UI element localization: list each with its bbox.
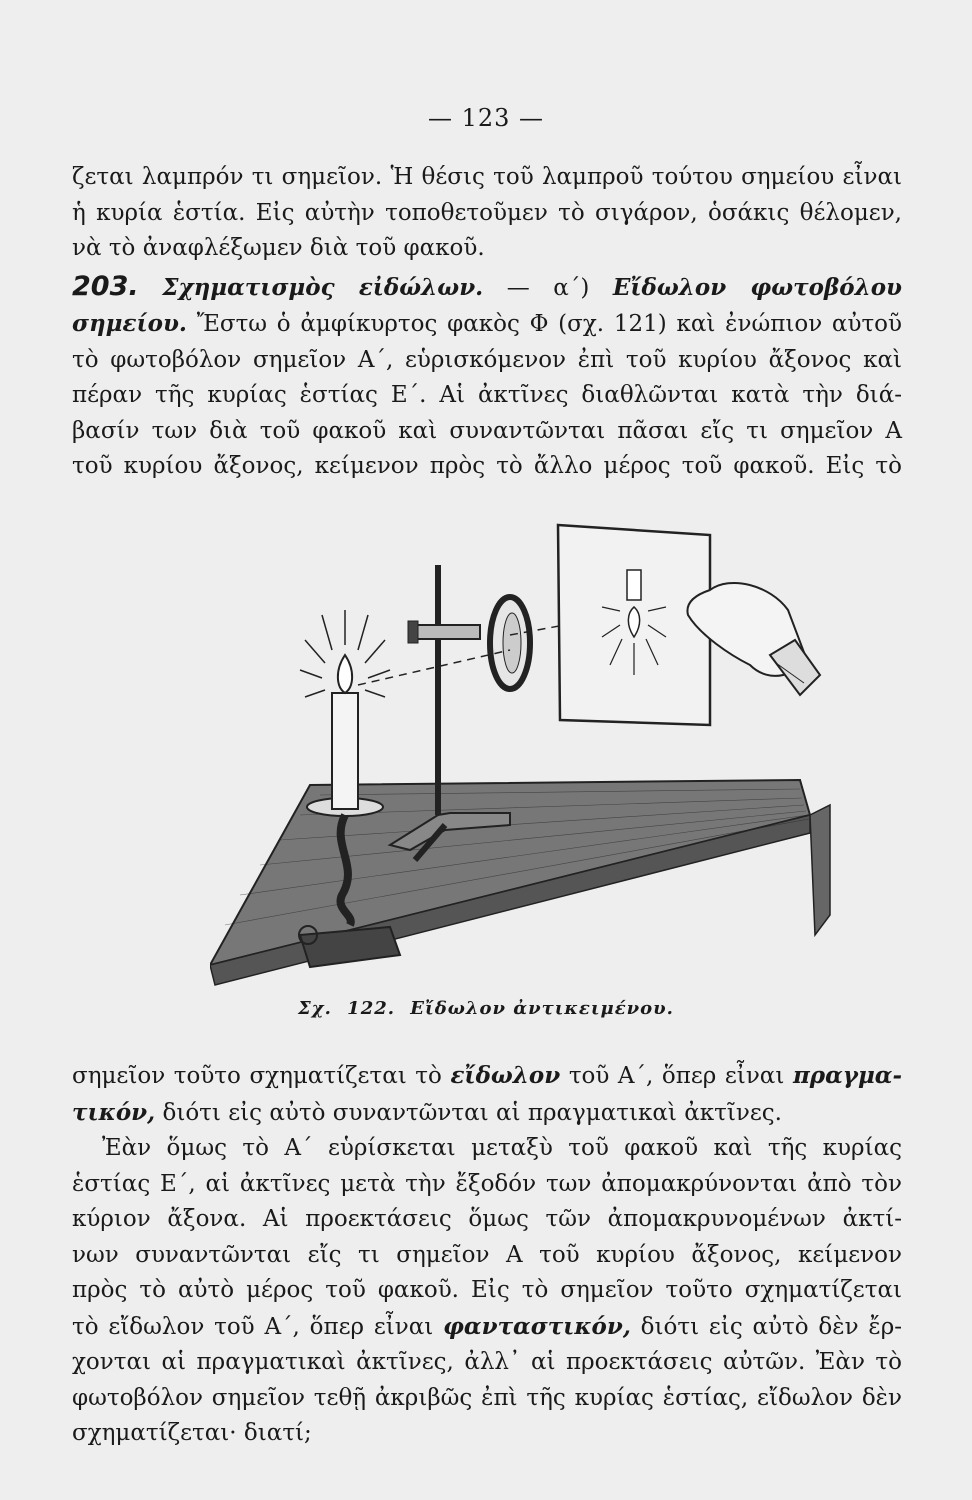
lens-image-illustration (210, 515, 900, 995)
caption-number: 122. (347, 998, 396, 1019)
emphasis: τικόν, (72, 1098, 156, 1126)
section-number: 203. (72, 270, 139, 302)
top-paragraph (72, 160, 902, 485)
text-line: πέραν τῆς κυρίας ἑστίας Ε΄. Αἱ ἀκτῖνες διαθλῶνται κατὰ τὴν διά- (72, 382, 902, 408)
text-line (72, 1058, 902, 1095)
bottom-paragraph (72, 1058, 902, 1452)
text-line (72, 1095, 902, 1132)
text-span: τὸ εἴδωλον τοῦ Α΄, ὅπερ εἶναι (72, 1313, 434, 1340)
text-line: νὰ τὸ ἀναφλέξωμεν διὰ τοῦ φακοῦ. (72, 235, 485, 261)
text-line: ἑστίας Ε΄, αἱ ἀκτῖνες μετὰ τὴν ἔξοδόν των ἀπομακρύνονται ἀπὸ τὸν (72, 1170, 902, 1197)
text-line: κύριον ἄξονα. Αἱ προεκτάσεις ὅμως τῶν ἀπομακρυνομένων ἀκτί- (72, 1206, 902, 1232)
figure-caption (0, 998, 972, 1019)
text-span: διότι εἰς αὐτὸ συναντῶνται αἱ πραγματικαὶ ἀκτῖνες. (162, 1099, 782, 1126)
text-line: τοῦ κυρίου ἄξονος, κείμενον πρὸς τὸ ἄλλο μέρος τοῦ φακοῦ. Εἰς τὸ (72, 453, 902, 479)
emphasis: πραγμα- (792, 1062, 903, 1089)
caption-text: Εἴδωλον ἀντικειμένου. (410, 998, 674, 1019)
text-line: πρὸς τὸ αὐτὸ μέρος τοῦ φακοῦ. Εἰς τὸ σημεῖον τοῦτο σχηματίζεται (72, 1277, 902, 1303)
text-span: Ἔστω ὁ ἀμφίκυρτος φακὸς Φ (σχ. 121) καὶ ἐνώπιον αὐτοῦ (196, 311, 902, 337)
text-line (72, 306, 902, 343)
section-title: Σχηματισμὸς εἰδώλων. (162, 273, 484, 301)
subtitle-cont: σημείου. (72, 310, 187, 337)
caption-prefix: Σχ. (298, 998, 332, 1019)
emphasis: εἴδωλον (450, 1062, 561, 1089)
text-line: ἡ κυρία ἑστία. Εἰς αὐτὴν τοποθετοῦμεν τὸ σιγάρον, ὁσάκις θέλομεν, (72, 199, 902, 226)
text-line: νων συναντῶνται εἴς τι σημεῖον Α τοῦ κυρίου ἄξονος, κείμενον (72, 1241, 902, 1268)
text-span: σημεῖον τοῦτο σχηματίζεται τὸ (72, 1063, 442, 1089)
section-heading (72, 269, 902, 307)
text-line: ζεται λαμπρόν τι σημεῖον. Ἡ θέσις τοῦ λαμπροῦ τούτου σημείου εἶναι (72, 164, 902, 190)
text-span: διότι εἰς αὐτὸ δὲν ἔρ- (640, 1313, 902, 1340)
text-span: τοῦ Α΄, ὅπερ εἶναι (568, 1063, 785, 1089)
emphasis: φανταστικόν, (443, 1312, 631, 1340)
subtitle: Εἴδωλον φωτοβόλου (612, 273, 903, 301)
subtitle-prefix: — α΄) (506, 274, 590, 301)
page-number: — 123 — (427, 104, 545, 132)
text-line: χονται αἱ πραγματικαὶ ἀκτῖνες, ἀλλ᾽ αἱ προεκτάσεις αὐτῶν. Ἐὰν τὸ (72, 1349, 902, 1375)
text-line: Ἐὰν ὅμως τὸ Α΄ εὑρίσκεται μεταξὺ τοῦ φακοῦ καὶ τῆς κυρίας (102, 1135, 902, 1161)
text-line: τὸ φωτοβόλον σημεῖον Α΄, εὑρισκόμενον ἐπὶ τοῦ κυρίου ἄξονος καὶ (72, 346, 902, 373)
text-line: φωτοβόλον σημεῖον τεθῇ ἀκριβῶς ἐπὶ τῆς κυρίας ἑστίας, εἴδωλον δὲν (72, 1384, 902, 1411)
text-line: βασίν των διὰ τοῦ φακοῦ καὶ συναντῶνται πᾶσαι εἴς τι σημεῖον Α (72, 417, 902, 444)
text-line (72, 1309, 902, 1346)
text-line: σχηματίζεται· διατί; (72, 1420, 312, 1446)
